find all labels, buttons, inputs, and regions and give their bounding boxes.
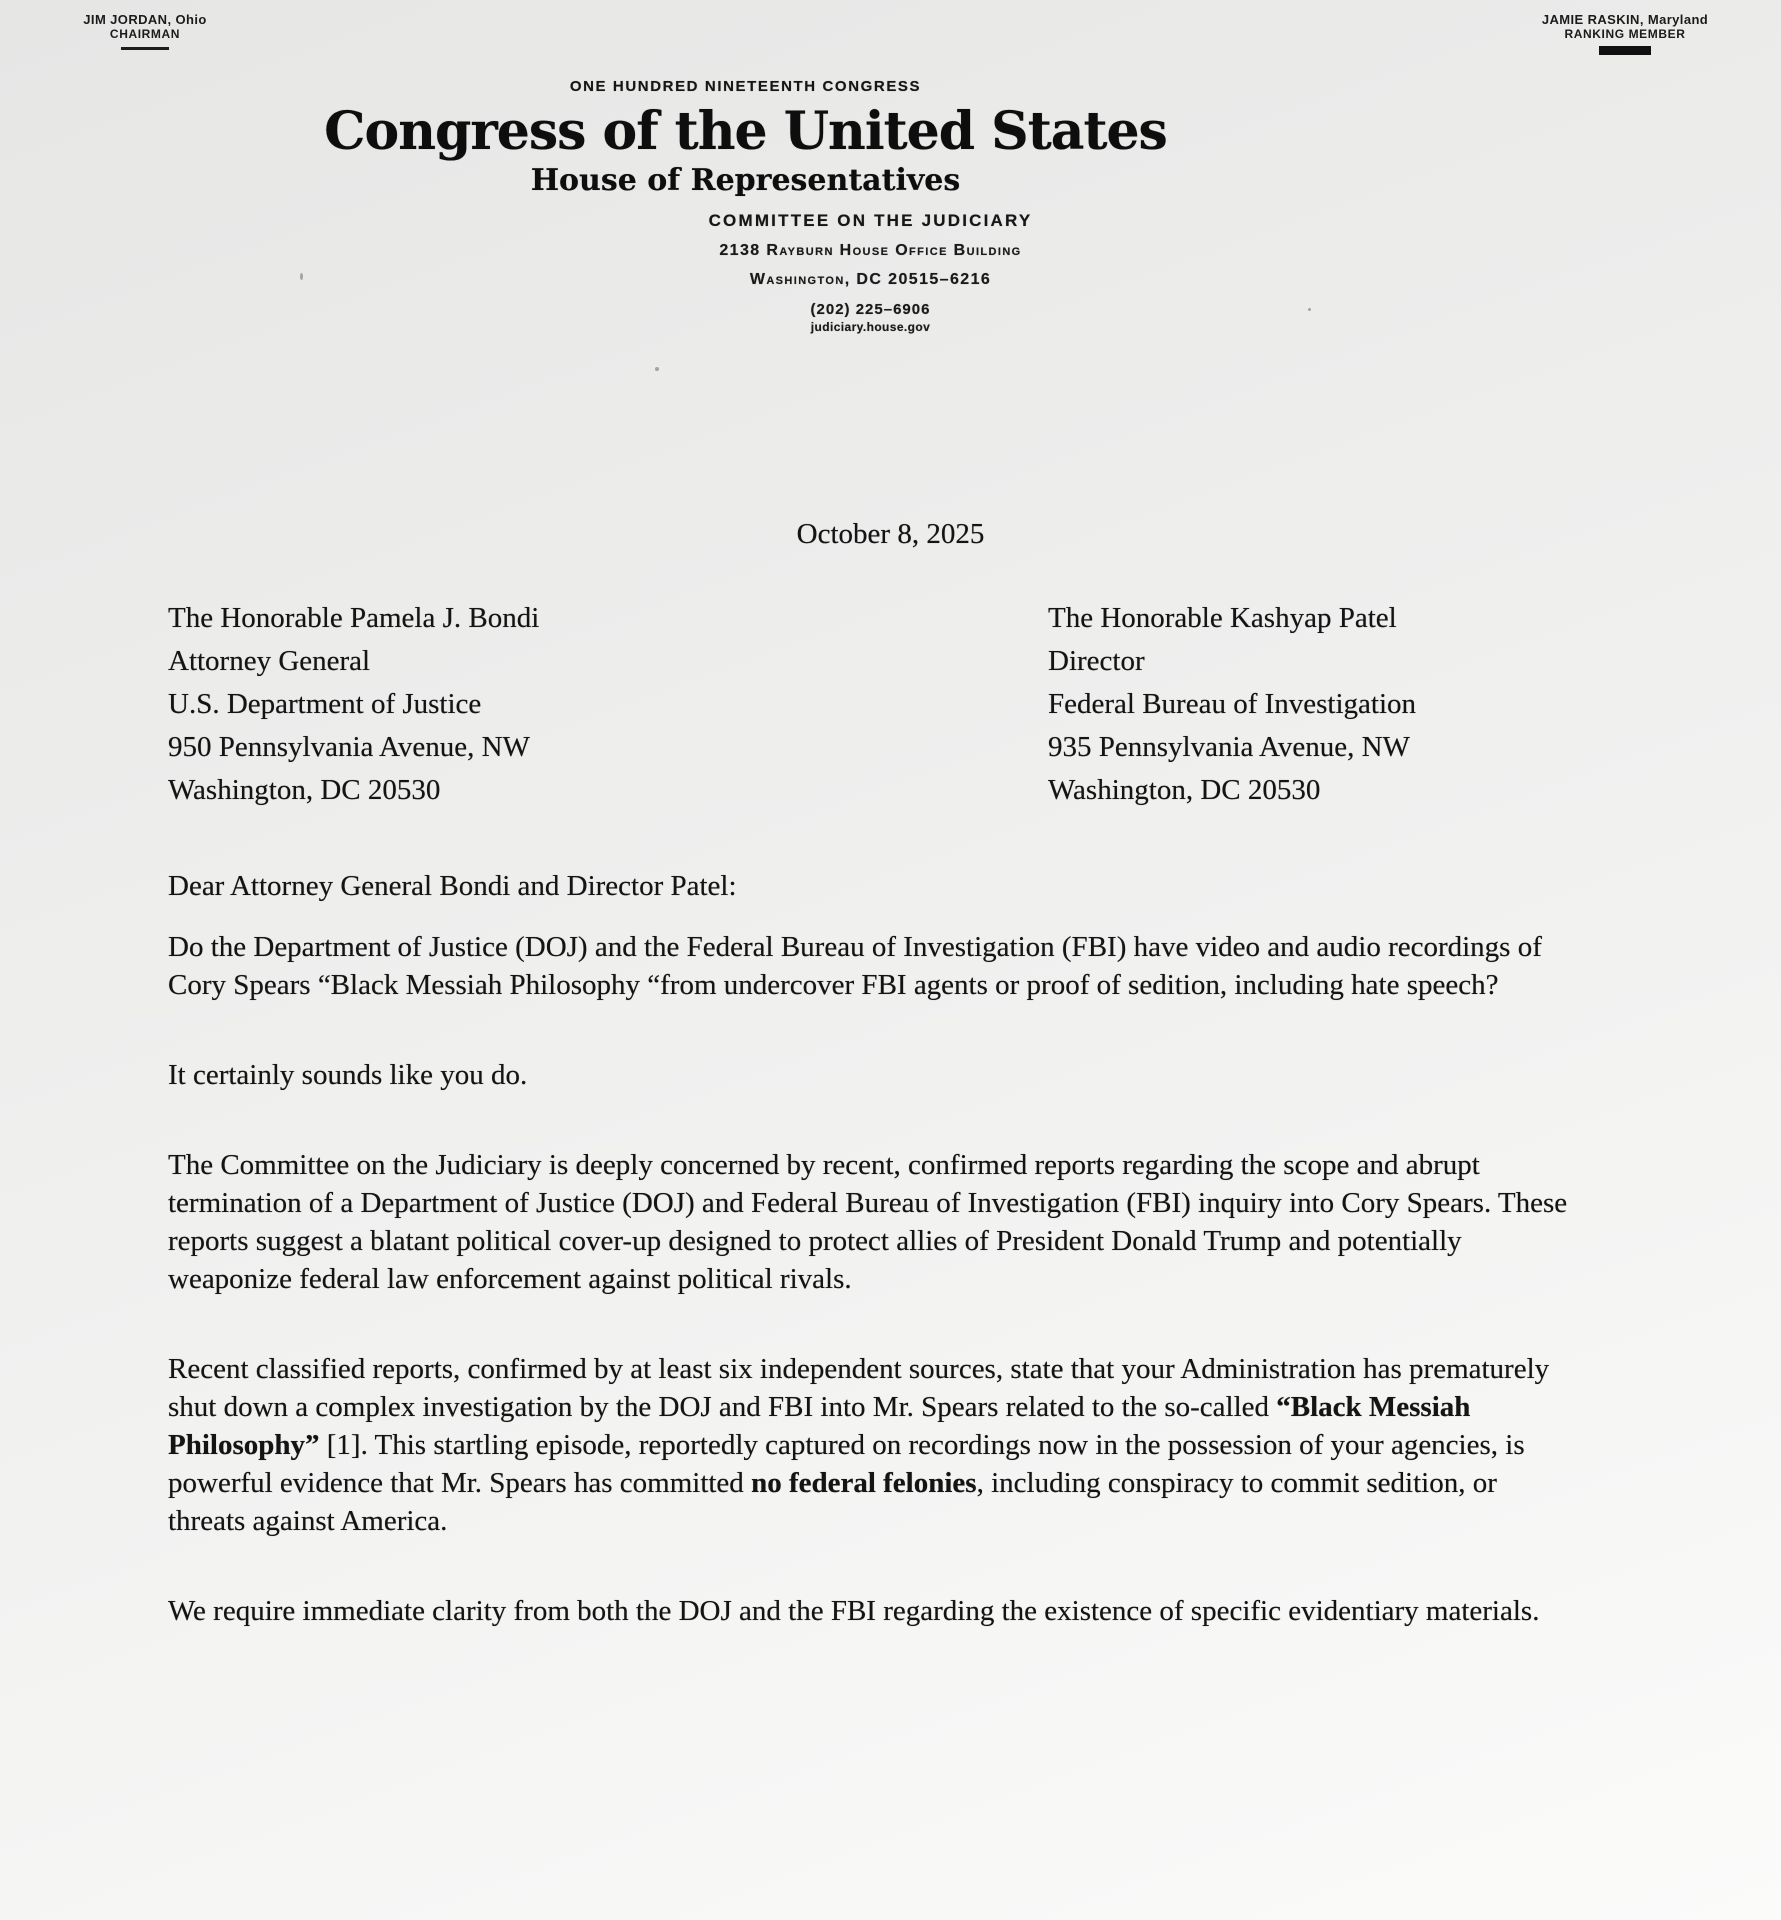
recipient-bondi xyxy=(168,597,1048,812)
committee-name: COMMITTEE ON THE JUDICIARY xyxy=(708,211,1033,230)
letterhead xyxy=(0,78,1781,334)
recipient-line: Attorney General xyxy=(168,645,371,677)
letterhead-website: judiciary.house.gov xyxy=(810,320,931,334)
recipient-line: U.S. Department of Justice xyxy=(168,688,482,720)
paragraph-text: It certainly sounds like you do. xyxy=(168,1059,528,1091)
paragraph-4 xyxy=(168,1350,1568,1540)
letterhead-subtitle: House of Representatives xyxy=(530,163,961,198)
ranking-member-underline xyxy=(1599,46,1651,55)
letterhead-phone: (202) 225–6906 xyxy=(810,301,931,318)
letterhead-address-line1: 2138 Rayburn House Office Building xyxy=(719,242,1022,259)
bold-phrase-no-federal-felonies: no federal felonies xyxy=(751,1467,977,1499)
paragraph-text: Recent classified reports, confirmed by at least six independent sources, state that your Administration has prematurely shut down a complex investigation by the DOJ and FBI into Mr. Spears related to the so-called xyxy=(168,1353,1550,1423)
paragraph-text: [1]. This startling episode, reportedly captured on recordings now in the possession of your agencies, is powerful evidence that Mr. Spears has committed xyxy=(168,1429,1525,1499)
letterhead-upper xyxy=(0,78,1636,199)
recipient-line: The Honorable Kashyap Patel xyxy=(1048,602,1397,634)
congress-session-line: ONE HUNDRED NINETEENTH CONGRESS xyxy=(569,78,922,95)
paragraph-text: The Committee on the Judiciary is deeply concerned by recent, confirmed reports regarding the scope and abrupt termination of a Department of Justice (DOJ) and Federal Bureau of Investigation (FBI) inquiry into Cory Spears. These reports suggest a blatant political cover-up designed to protect allies of President Donald Trump and potentially weaponize federal law enforcement against political rivals. xyxy=(168,1149,1568,1295)
letter-body xyxy=(168,928,1568,1682)
letterhead-lower xyxy=(0,211,1761,334)
chairman-block xyxy=(40,12,250,50)
scan-artifact xyxy=(300,273,303,280)
ranking-member-block xyxy=(1505,12,1745,55)
paragraph-2 xyxy=(168,1056,1568,1094)
letterhead-title: Congress of the United States xyxy=(324,101,1167,162)
chairman-name: JIM JORDAN, Ohio xyxy=(83,12,207,27)
paragraph-5 xyxy=(168,1592,1568,1630)
bold-phrase-black-messiah-philosophy: “Black Messiah Philosophy” xyxy=(168,1391,1471,1461)
paragraph-text: Do the Department of Justice (DOJ) and the Federal Bureau of Investigation (FBI) have video and audio recordings of Cory Spears “Black Messiah Philosophy “from undercover FBI agents or proof of sedition, including hate speech? xyxy=(168,931,1542,1001)
recipient-line: Federal Bureau of Investigation xyxy=(1048,688,1417,720)
paragraph-3 xyxy=(168,1146,1568,1298)
paragraph-text: We require immediate clarity from both the DOJ and the FBI regarding the existence of specific evidentiary materials. xyxy=(168,1595,1540,1627)
recipients xyxy=(168,597,1641,812)
chairman-title: CHAIRMAN xyxy=(109,27,181,41)
scan-artifact xyxy=(655,367,659,371)
paragraph-text: , including conspiracy to commit sedition, or threats against America. xyxy=(168,1467,1497,1537)
recipient-line: Director xyxy=(1048,645,1145,677)
recipient-line: 935 Pennsylvania Avenue, NW xyxy=(1048,731,1410,763)
recipient-line: Washington, DC 20530 xyxy=(1048,774,1321,806)
recipient-line: The Honorable Pamela J. Bondi xyxy=(168,602,540,634)
paragraph-1 xyxy=(168,928,1568,1004)
recipient-patel xyxy=(1048,597,1416,812)
date-line: October 8, 2025 xyxy=(796,518,985,550)
scan-artifact xyxy=(1308,308,1311,311)
chairman-underline xyxy=(121,47,169,50)
salutation: Dear Attorney General Bondi and Director Patel: xyxy=(168,870,737,902)
recipient-line: Washington, DC 20530 xyxy=(168,774,441,806)
letterhead-address-line2: Washington, DC 20515–6216 xyxy=(749,271,992,288)
recipient-line: 950 Pennsylvania Avenue, NW xyxy=(168,731,530,763)
ranking-member-name: JAMIE RASKIN, Maryland xyxy=(1541,12,1709,27)
ranking-member-title: RANKING MEMBER xyxy=(1564,27,1686,41)
